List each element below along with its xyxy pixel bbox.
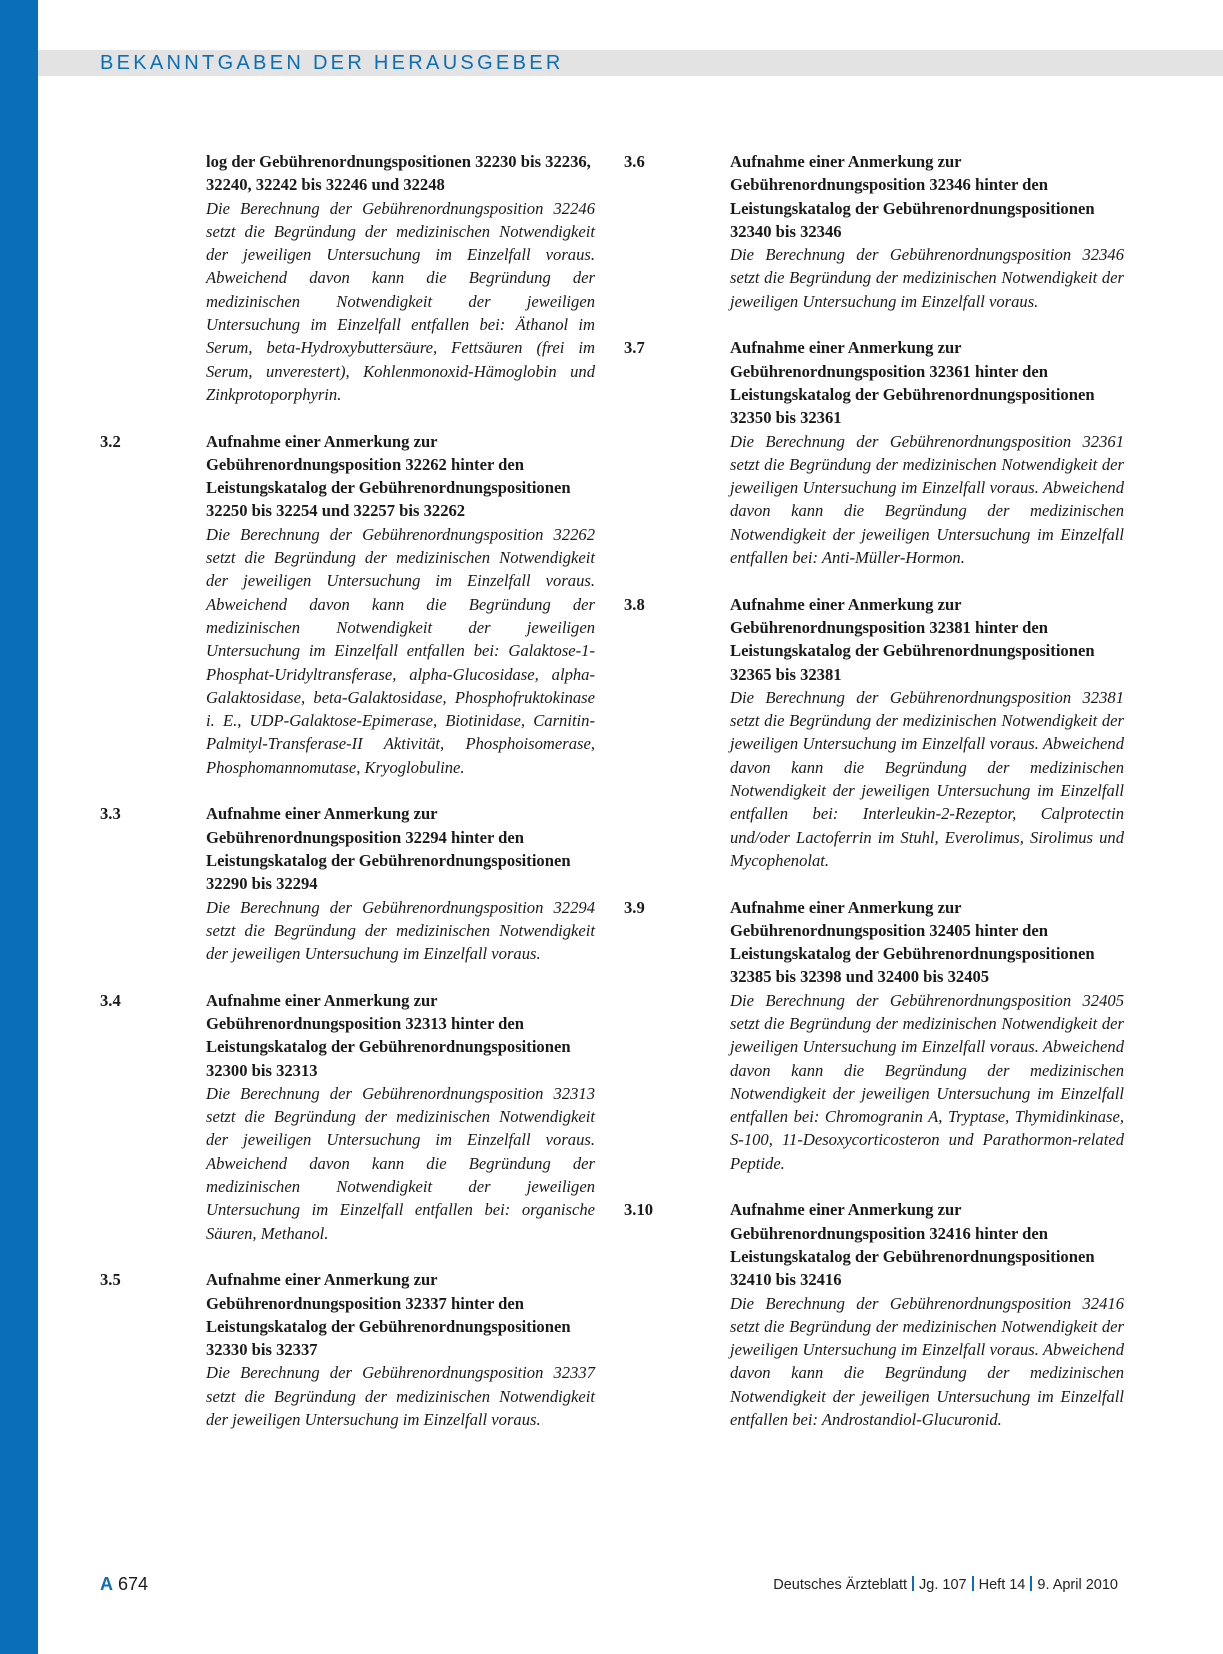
section-3-6	[624, 150, 1124, 313]
section-header-title: BEKANNTGABEN DER HERAUSGEBER	[100, 52, 564, 74]
section-heading: Aufnahme einer Anmerkung zur Gebührenordnungsposition 32262 hinter den Leistungskatalog der Gebührenordnungspositionen 32250 bis 32254 und 32257 bis 32262	[206, 431, 571, 521]
separator	[912, 1576, 914, 1591]
section-3-10	[624, 1198, 1124, 1431]
section-heading: Aufnahme einer Anmerkung zur Gebührenordnungsposition 32346 hinter den Leistungskatalog der Gebührenordnungspositionen 32340 bis 32346	[730, 152, 1095, 241]
section-body: Die Berechnung der Gebührenordnungsposition 32405 setzt die Begründung der medizinischen Notwendigkeit der jeweiligen Untersuchung im Einzelfall voraus. Abweichend davon kann die Begründung der medizinischen Notwendigkeit der jeweiligen Untersuchung im Einzelfall entfallen bei: Chromogranin A, Tryptase, Thymidinkinase, S-100, 11-Desoxycorticosteron und Parathormon-related Peptide.	[730, 990, 1124, 1173]
section-heading: Aufnahme einer Anmerkung zur Gebührenordnungsposition 32313 hinter den Leistungskatalog der Gebührenordnungspositionen 32300 bis 32313	[206, 990, 571, 1080]
section-3-2	[100, 430, 595, 779]
section-number: 3.5	[100, 1270, 121, 1290]
section-3-8	[624, 593, 1124, 873]
section-number: 3.9	[624, 897, 645, 917]
section-3-3	[100, 802, 595, 965]
journal-issue: Heft 14	[978, 1577, 1026, 1593]
section-body: Die Berechnung der Gebührenordnungsposition 32246 setzt die Begründung der medizinischen Notwendigkeit der jeweiligen Untersuchung im Einzelfall voraus. Abweichend davon kann die Begründung der medizinischen Notwendigkeit der jeweiligen Untersuchung im Einzelfall entfallen bei: Äthanol im Serum, beta-Hydroxybuttersäure, Fettsäuren (frei im Serum, unverestert), Kohlenmonoxid-Hämoglobin und Zinkprotoporphyrin.	[206, 198, 595, 404]
section-number: 3.3	[100, 804, 121, 824]
section-body: Die Berechnung der Gebührenordnungsposition 32294 setzt die Begründung der medizinischen Notwendigkeit der jeweiligen Untersuchung im Einzelfall voraus.	[206, 897, 595, 964]
section-heading: Aufnahme einer Anmerkung zur Gebührenordnungsposition 32361 hinter den Leistungskatalog der Gebührenordnungspositionen 32350 bis 32361	[730, 338, 1095, 428]
section-heading: Aufnahme einer Anmerkung zur Gebührenordnungsposition 32405 hinter den Leistungskatalog der Gebührenordnungspositionen 32385 bis 32398 und 32400 bis 32405	[730, 897, 1095, 987]
section-body: Die Berechnung der Gebührenordnungsposition 32381 setzt die Begründung der medizinischen Notwendigkeit der jeweiligen Untersuchung im Einzelfall voraus. Abweichend davon kann die Begründung der medizinischen Notwendigkeit der jeweiligen Untersuchung im Einzelfall entfallen bei: Interleukin-2-Rezeptor, Calprotectin und/oder Lactoferrin im Stuhl, Everolimus, Sirolimus und Mycophenolat.	[730, 687, 1124, 870]
separator	[1030, 1576, 1032, 1591]
section-3-4	[100, 989, 595, 1245]
journal-name: Deutsches Ärzteblatt	[773, 1577, 908, 1593]
journal-volume: Jg. 107	[919, 1577, 967, 1593]
section-body: Die Berechnung der Gebührenordnungsposition 32361 setzt die Begründung der medizinischen Notwendigkeit der jeweiligen Untersuchung im Einzelfall voraus. Abweichend davon kann die Begründung der medizinischen Notwendigkeit der jeweiligen Untersuchung im Einzelfall entfallen bei: Anti-Müller-Hormon.	[730, 431, 1124, 568]
page-number-value: 674	[118, 1574, 149, 1594]
section-heading: Aufnahme einer Anmerkung zur Gebührenordnungsposition 32381 hinter den Leistungskatalog der Gebührenordnungspositionen 32365 bis 32381	[730, 594, 1095, 684]
separator	[972, 1576, 974, 1591]
page-prefix: A	[100, 1574, 113, 1594]
section-number: 3.4	[100, 990, 121, 1010]
continued-section	[100, 150, 595, 406]
section-heading: Aufnahme einer Anmerkung zur Gebührenordnungsposition 32416 hinter den Leistungskatalog der Gebührenordnungspositionen 32410 bis 32416	[730, 1200, 1095, 1290]
section-body: Die Berechnung der Gebührenordnungsposition 32313 setzt die Begründung der medizinischen Notwendigkeit der jeweiligen Untersuchung im Einzelfall voraus. Abweichend davon kann die Begründung der medizinischen Notwendigkeit der jeweiligen Untersuchung im Einzelfall entfallen bei: organische Säuren, Methanol.	[206, 1083, 595, 1243]
section-number: 3.7	[624, 338, 645, 358]
section-heading: Aufnahme einer Anmerkung zur Gebührenordnungsposition 32294 hinter den Leistungskatalog der Gebührenordnungspositionen 32290 bis 32294	[206, 804, 571, 894]
section-3-5	[100, 1268, 595, 1431]
section-body: Die Berechnung der Gebührenordnungsposition 32346 setzt die Begründung der medizinischen Notwendigkeit der jeweiligen Untersuchung im Einzelfall voraus.	[730, 245, 1124, 311]
section-3-7	[624, 336, 1124, 569]
section-heading: log der Gebührenordnungspositionen 32230 bis 32236, 32240, 32242 bis 32246 und 32248	[206, 152, 591, 195]
journal-date: 9. April 2010	[1037, 1577, 1118, 1593]
section-number: 3.10	[624, 1200, 654, 1220]
journal-citation	[773, 1576, 1118, 1593]
section-body: Die Berechnung der Gebührenordnungsposition 32416 setzt die Begründung der medizinischen Notwendigkeit der jeweiligen Untersuchung im Einzelfall voraus. Abweichend davon kann die Begründung der medizinischen Notwendigkeit der jeweiligen Untersuchung im Einzelfall entfallen bei: Androstandiol-Glucuronid.	[730, 1293, 1124, 1430]
section-3-9	[624, 896, 1124, 1176]
section-number: 3.6	[624, 152, 645, 171]
section-number: 3.2	[100, 431, 121, 451]
page-number	[100, 1574, 148, 1595]
section-body: Die Berechnung der Gebührenordnungsposition 32337 setzt die Begründung der medizinischen Notwendigkeit der jeweiligen Untersuchung im Einzelfall voraus.	[206, 1363, 595, 1430]
section-number: 3.8	[624, 594, 645, 614]
right-column	[624, 150, 1124, 1455]
section-body: Die Berechnung der Gebührenordnungsposition 32262 setzt die Begründung der medizinischen Notwendigkeit der jeweiligen Untersuchung im Einzelfall voraus. Abweichend davon kann die Begründung der medizinischen Notwendigkeit der jeweiligen Untersuchung im Einzelfall entfallen bei: Galaktose-1-Phosphat-Uridyltransferase, alpha-Glucosidase, alpha-Galaktosidase, beta-Galaktosidase, Phosphofruktokinase i. E., UDP-Galaktose-Epimerase, Biotinidase, Carnitin-Palmityl-Transferase-II Aktivität, Phosphoisomerase, Phosphomannomutase, Kryoglobuline.	[206, 524, 595, 777]
left-column	[100, 150, 595, 1455]
section-heading: Aufnahme einer Anmerkung zur Gebührenordnungsposition 32337 hinter den Leistungskatalog der Gebührenordnungspositionen 32330 bis 32337	[206, 1270, 571, 1360]
side-color-bar	[0, 0, 38, 1654]
